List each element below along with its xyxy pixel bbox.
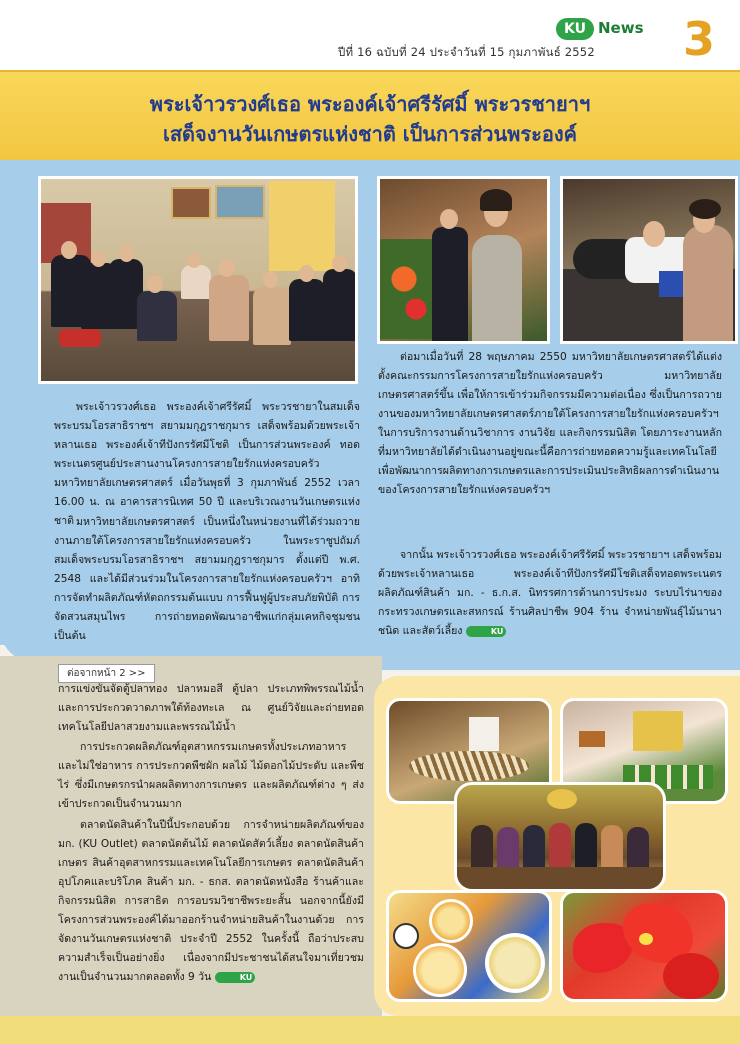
continued-from-tag: ต่อจากหน้า 2 >> [58,664,155,683]
ku-end-mark: KU [215,972,256,983]
article-paragraph-text: จากนั้น พระเจ้าวรวงศ์เธอ พระองค์เจ้าศรีรัศมิ์ พระวรชายาฯ เสด็จพร้อมด้วยพระเจ้าหลานเธอ พระองค์เจ้าทีปังกรรัศมีโชติเสด็จทอดพระเนตรผลิตภัณฑ์สินค้า มก. - ธ.ก.ส. นิทรรศการด้านการประมง ระบบไร่นาของกระทรวงเกษตรและสหกรณ์ ร้านศิลปาชีพ 904 ร้าน จำหน่ายพันธุ์ไม้นานาชนิด และสัตว์เลี้ยง [378,549,722,637]
photo-award-ceremony [454,782,666,892]
continued-paragraph-text: ตลาดนัดสินค้าในปีนี้ประกอบด้วย การจำหน่ายผลิตภัณฑ์ของ มก. (KU Outlet) ตลาดนัดต้นไม้ ตลาดนัดสัตว์เลี้ยง ตลาดนัดสินค้าเกษตร สินค้าอุตสาหกรรมและเทคโนโลยีการเกษตร ตลาดนัดสินค้าอุปโภคและบริโภค สินค้า มก. - ธกส. ตลาดนัดหนังสือ ร้านค้าและกิจกรรมนิสิต การสาธิต การอบรมวิชาชีพระยะสั้น นอกจากนี้ยังมีโครงการส่วนพระองค์ได้มาออกร้านจำหน่ายสินค้าในงานด้วย การจัดงานวันเกษตรแห่งชาติ ประจำปี 2552 ในครั้งนี้ ถือว่าประสบความสำเร็จเป็นอย่างยิ่ง เนื่องจากมีประชาชนได้สนใจมาเที่ยวชมงานเป็นจำนวนมากตลอดทั้ง 9 วัน [58,819,364,983]
article-paragraph: ต่อมาเมื่อวันที่ 28 พฤษภาคม 2550 มหาวิทยาลัยเกษตรศาสตร์ได้แต่งตั้งคณะกรรมการโครงการสายใยรักแห่งครอบครัว มหาวิทยาลัยเกษตรศาสตร์ขึ้น เพื่อให้การเข้าร่วมกิจกรรมมีความต่อเนื่อง ซึ่งเป็นการถวายงานของมหาวิทยาลัยเกษตรศาสตร์ภายใต้โครงการสายใยรักแห่งครอบครัวฯ ในการบริการงานด้านวิชาการ งานวิจัย และกิจกรรมนิสิต โดยภาระงานหลักที่มหาวิทยาลัยได้ดำเนินงานอยู่ขณะนี้คือการถ่ายทอดความรู้และเทคโนโลยีเพื่อพัฒนาการผลิตทางการเกษตรและการประเมินประสิทธิผลการดำเนินงานของโครงการสายใยรักแห่งครอบครัวฯ [378,351,722,496]
continued-paragraph: การประกวดผลิตภัณฑ์อุตสาหกรรมเกษตรทั้งประเภทอาหาร และไม่ใช่อาหาร การประกวดพืชผัก ผลไม้ ไม้ดอกไม้ประดับ และพืชไร่ ซึ่งมีเกษตรกรนำผลผลิตทางการเกษตร และผลิตภัณฑ์ต่าง ๆ ส่งเข้าประกวดเป็นจำนวนมาก [58,741,364,810]
article-paragraph [378,546,722,641]
continued-text-3 [58,816,364,987]
continued-paragraph: การแข่งขันจัดตู้ปลาทอง ปลาหมอสี ตู้ปลา ประเภทพิพรรณไม้น้ำ และการประกวดวาดภาพใต้ท้องทะเล ณ ศูนย์วิจัยและถ่ายทอดเทคโนโลยีปลาสวยงามและพรรณไม้น้ำ [58,683,364,733]
page-number: 3 [683,12,716,66]
article-paragraph: มหาวิทยาลัยเกษตรศาสตร์ เป็นหนึ่งในหน่วยงานที่ได้ร่วมถวายงานภายใต้โครงการสายใยรักแห่งครอบครัว ในพระราชูปถัมภ์สมเด็จพระบรมโอรสาธิราชฯ สยามมกุฎราชกุมาร ตั้งแต่ปี พ.ศ. 2548 และได้มีส่วนร่วมในโครงการสายใยรักแห่งครอบครัวฯ อาทิการจัดทำผลิตภัณฑ์หัตถกรรมต้นแบบ การฟื้นฟูผู้ประสบภัยพิบัติ การจัดสวนสมุนไพร การถ่ายทอดพัฒนาอาชีพแก่กลุ่มเคหกิจชุมชน เป็นต้น [54,516,360,642]
continued-text-2 [58,738,364,814]
article-right-column [378,348,722,500]
headline-line-2: เสด็จงานวันเกษตรแห่งชาติ เป็นการส่วนพระองค์ [163,122,577,146]
headline-line-1: พระเจ้าวรวงศ์เธอ พระองค์เจ้าศรีรัศมิ์ พระวรชายาฯ [149,92,591,116]
photo-child-with-animal [560,176,738,344]
footer-bar [0,1016,740,1044]
article-left-column-2 [54,513,360,646]
news-label: News [598,19,644,37]
article-paragraph: พระเจ้าวรวงศ์เธอ พระองค์เจ้าศรีรัศมิ์ พระวรชายาในสมเด็จพระบรมโอรสาธิราชฯ สยามมกุฎราชกุมาร เสด็จพร้อมด้วยพระเจ้าหลานเธอ พระองค์เจ้าทีปังกรรัศมีโชติ เป็นการส่วนพระองค์ ทอดพระเนตรศูนย์ประสานงานโครงการสายใยรักแห่งครอบครัว มหาวิทยาลัยเกษตรศาสตร์ เมื่อวันพุธที่ 3 กุมภาพันธ์ 2552 เวลา 16.00 น. ณ อาคารสารนิเทศ 50 ปี และบริเวณงานวันเกษตรแห่งชาติ [54,401,360,527]
photo-exhibition-visit [377,176,550,344]
ku-logo: KU [556,18,594,40]
article-left-column [54,398,360,531]
issue-line: ปีที่ 16 ฉบับที่ 24 ประจำวันที่ 15 กุมภาพันธ์ 2552 [338,45,595,59]
photo-red-orchids [560,890,728,1002]
article-right-column-2 [378,546,722,641]
continued-text [58,680,364,737]
ku-end-mark: KU [466,626,507,637]
continued-paragraph [58,816,364,987]
photo-group-portrait [38,176,358,384]
photo-pomelo-fruit [386,890,552,1002]
